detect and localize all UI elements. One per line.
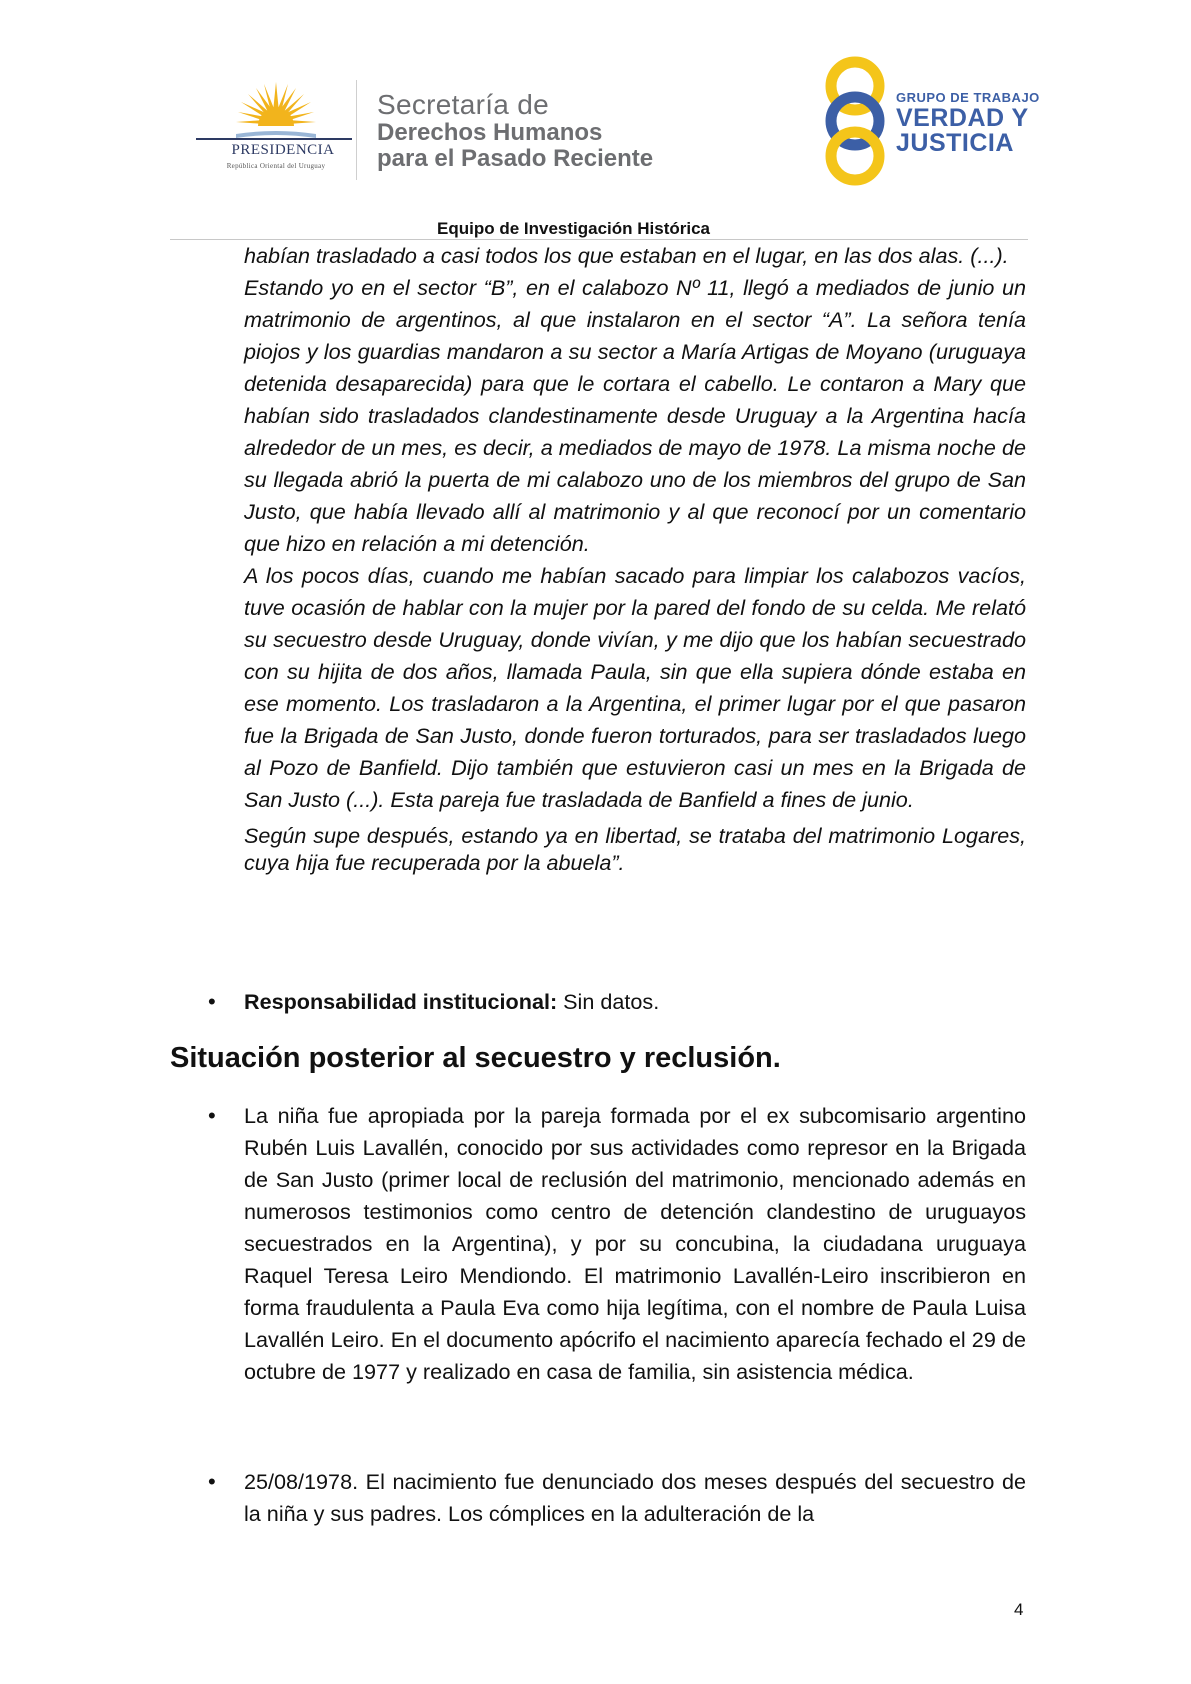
presidencia-subtitle: República Oriental del Uruguay: [226, 162, 326, 170]
responsabilidad-item: [244, 986, 1026, 1018]
bullet-dot: •: [208, 1103, 216, 1128]
presidencia-rule: [196, 138, 352, 140]
secretaria-line2: Derechos Humanos: [377, 119, 603, 146]
page-number: 4: [1014, 1600, 1024, 1619]
secretaria-line1: Secretaría de: [377, 89, 549, 120]
responsabilidad-label: Responsabilidad institucional:: [244, 989, 558, 1014]
quote-paragraph: Estando yo en el sector “B”, en el calabozo Nº 11, llegó a mediados de junio un matrimonio de argentinos, al que instalaron en el sector “A”. La señora tenía piojos y los guardias mandaron a su sector a María Artigas de Moyano (uruguaya detenida desaparecida) para que le cortara el cabello. Le contaron a Mary que habían sido trasladados clandestinamente desde Uruguay a la Argentina hacía alrededor de un mes, es decir, a mediados de mayo de 1978. La misma noche de su llegada abrió la puerta de mi calabozo uno de los miembros del grupo de San Justo, que había llevado allí al matrimonio y al que reconocí por un comentario que hizo en relación a mi detención.: [244, 275, 1026, 556]
list-item: La niña fue apropiada por la pareja formada por el ex subcomisario argentino Rubén Luis Lavallén, conocido por sus actividades como represor en la Brigada de San Justo (primer local de reclusión del matrimonio, mencionado además en numerosos testimonios como centro de detención clandestino de uruguayos secuestrados en la Argentina), y por su concubina, la ciudadana uruguaya Raquel Teresa Leiro Mendiondo. El matrimonio Lavallén-Leiro inscribieron en forma fraudulenta a Paula Eva como hija legítima, con el nombre de Paula Luisa Lavallén Leiro. En el documento apócrifo el nacimiento aparecía fechado el 29 de octubre de 1977 y realizado en casa de familia, sin asistencia médica.: [244, 1103, 1026, 1384]
grupo-big2: JUSTICIA: [896, 129, 1014, 157]
rings-icon: [820, 56, 890, 186]
presidencia-logo: [196, 82, 356, 182]
grupo-trabajo-text: [896, 90, 1040, 156]
responsabilidad-value: Sin datos.: [557, 989, 660, 1014]
secretaria-line3: para el Pasado Reciente: [377, 145, 654, 172]
logo-divider: [356, 80, 357, 180]
grupo-big1: VERDAD Y: [896, 104, 1029, 132]
bullet-dot: •: [208, 989, 216, 1014]
testimony-quote: [244, 240, 1026, 876]
team-title: Equipo de Investigación Histórica: [437, 219, 710, 238]
bullet-dot: •: [208, 1469, 216, 1494]
secretaria-logo-text: [377, 90, 653, 172]
presidencia-name: PRESIDENCIA: [231, 142, 335, 158]
quote-paragraph: A los pocos días, cuando me habían sacado para limpiar los calabozos vacíos, tuve ocasión de hablar con la mujer por la pared del fondo de su celda. Me relató su secuestro desde Uruguay, donde vivían, y me dijo que los habían secuestrado con su hijita de dos años, llamada Paula, sin que ella supiera dónde estaba en ese momento. Los trasladaron a la Argentina, el primer lugar por el que pasaron fue la Brigada de San Justo, donde fueron torturados, para ser trasladados luego al Pozo de Banfield. Dijo también que estuvieron casi un mes en la Brigada de San Justo (...). Esta pareja fue trasladada de Banfield a fines de junio.: [244, 563, 1026, 812]
grupo-trabajo-logo: [820, 56, 1060, 186]
quote-paragraph: habían trasladado a casi todos los que estaban en el lugar, en las dos alas. (...).: [244, 243, 1009, 268]
section-title: Situación posterior al secuestro y reclusión.: [170, 1042, 781, 1074]
page-header: [0, 0, 1191, 250]
grupo-small: GRUPO DE TRABAJO: [896, 90, 1040, 105]
list-item: 25/08/1978. El nacimiento fue denunciado dos meses después del secuestro de la niña y sus padres. Los cómplices en la adulteración de la: [244, 1469, 1026, 1526]
quote-paragraph: Según supe después, estando ya en libertad, se trataba del matrimonio Logares, cuya hija fue recuperada por la abuela”.: [244, 823, 1026, 875]
